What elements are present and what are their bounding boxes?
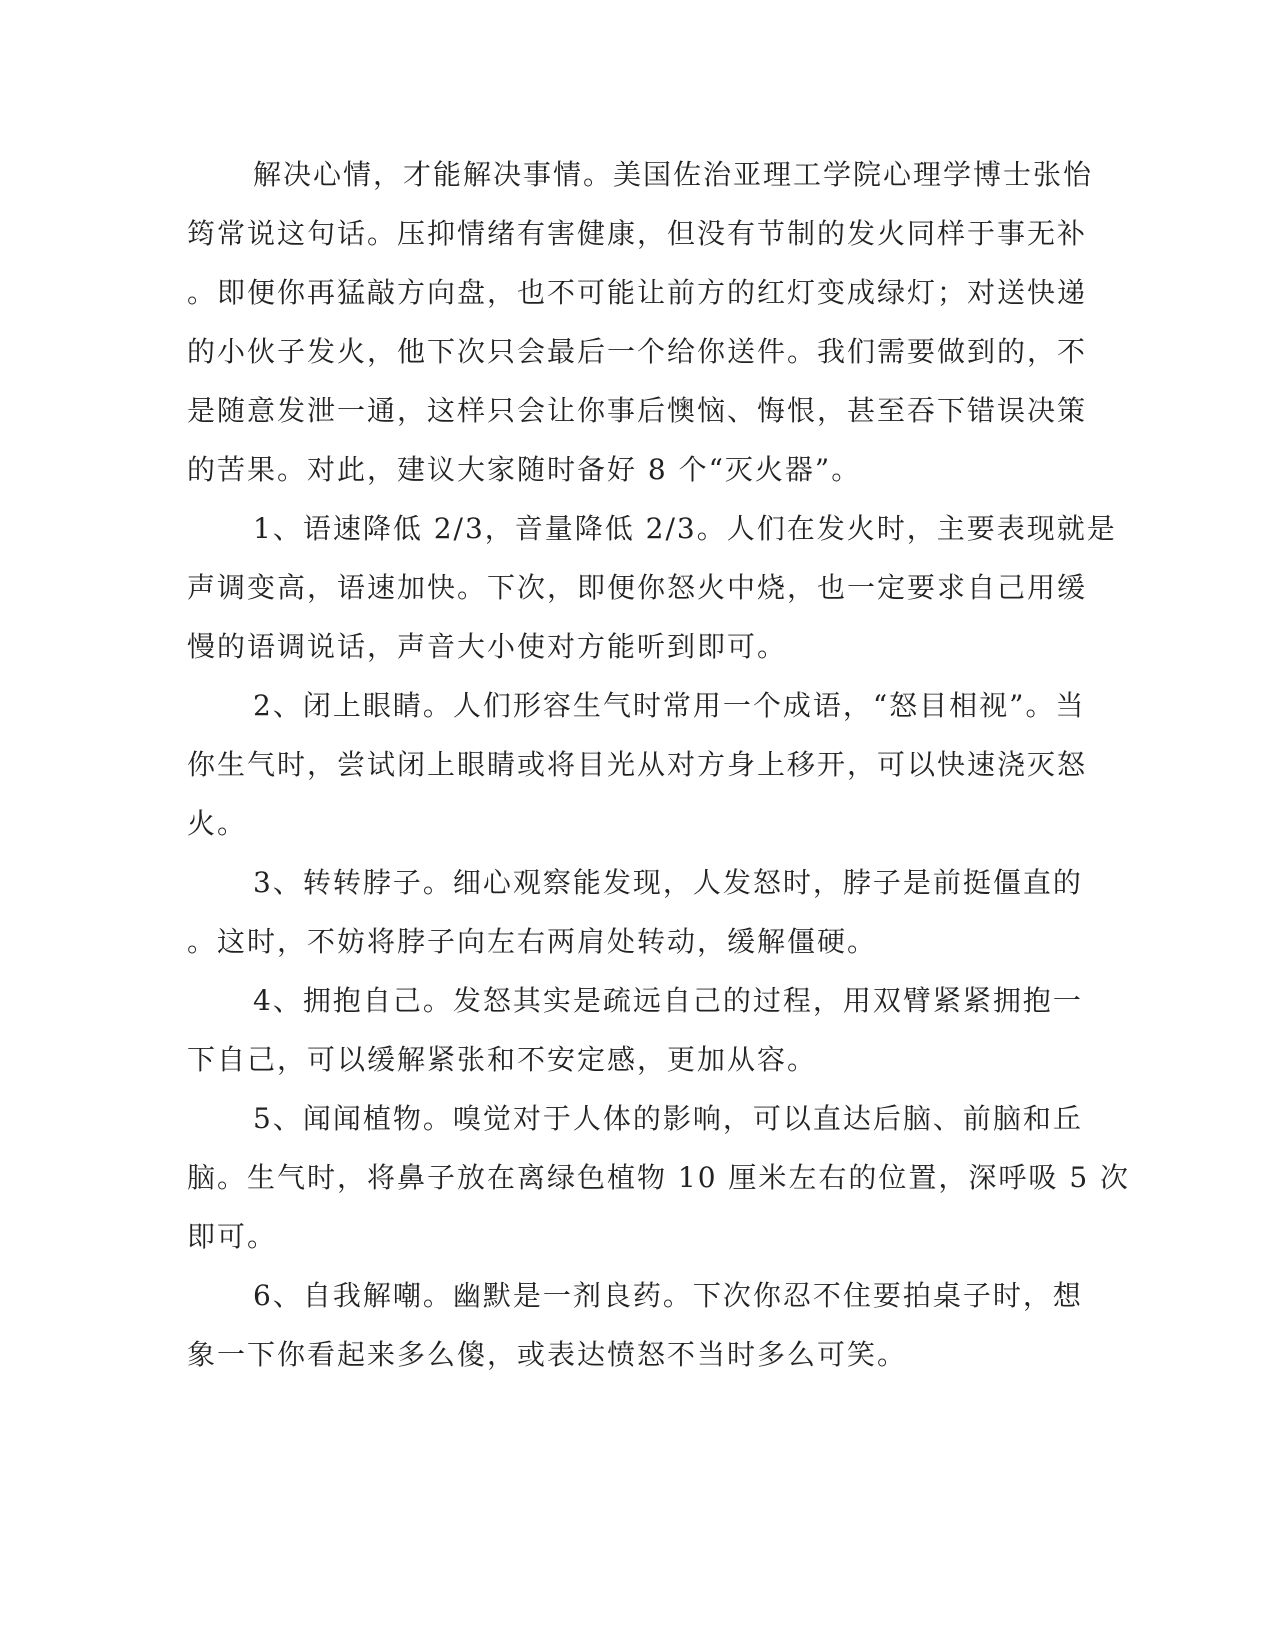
item-6-line-1: 6、自我解嘲。幽默是一剂良药。下次你忍不住要拍桌子时，想 [253,1279,1083,1312]
item-1-line-1: 1、语速降低 2/3，音量降低 2/3。人们在发火时，主要表现就是 [253,512,1117,545]
item-2-line-1: 2、闭上眼睛。人们形容生气时常用一个成语，“怒目相视”。当 [253,689,1086,722]
item-2-line-2: 你生气时，尝试闭上眼睛或将目光从对方身上移开，可以快速浇灭怒 [187,748,1088,781]
paragraph-intro-line-2: 筠常说这句话。压抑情绪有害健康，但没有节制的发火同样于事无补 [187,217,1088,250]
item-5-line-1: 5、闻闻植物。嗅觉对于人体的影响，可以直达后脑、前脑和丘 [253,1102,1083,1135]
item-6-line-2: 象一下你看起来多么傻，或表达愤怒不当时多么可笑。 [187,1338,908,1371]
item-4-line-2: 下自己，可以缓解紧张和不安定感，更加从容。 [187,1043,818,1076]
item-3-line-2: 。这时，不妨将脖子向左右两肩处转动，缓解僵硬。 [187,925,878,958]
paragraph-intro-line-4: 的小伙子发火，他下次只会最后一个给你送件。我们需要做到的，不 [187,335,1088,368]
item-1-line-3: 慢的语调说话，声音大小使对方能听到即可。 [187,630,788,663]
item-1-line-2: 声调变高，语速加快。下次，即便你怒火中烧，也一定要求自己用缓 [187,571,1088,604]
item-3-line-1: 3、转转脖子。细心观察能发现，人发怒时，脖子是前挺僵直的 [253,866,1083,899]
item-5-line-2: 脑。生气时，将鼻子放在离绿色植物 10 厘米左右的位置，深呼吸 5 次 [187,1161,1131,1194]
paragraph-intro-line-6: 的苦果。对此，建议大家随时备好 8 个“灭火器”。 [187,453,862,486]
paragraph-intro-line-3: 。即便你再猛敲方向盘，也不可能让前方的红灯变成绿灯；对送快递 [187,276,1088,309]
item-5-line-3: 即可。 [187,1220,278,1253]
paragraph-intro-line-1: 解决心情，才能解决事情。美国佐治亚理工学院心理学博士张怡 [253,158,1094,191]
paragraph-intro-line-5: 是随意发泄一通，这样只会让你事后懊恼、悔恨，甚至吞下错误决策 [187,394,1088,427]
item-4-line-1: 4、拥抱自己。发怒其实是疏远自己的过程，用双臂紧紧拥抱一 [253,984,1083,1017]
item-2-line-3: 火。 [187,807,248,840]
